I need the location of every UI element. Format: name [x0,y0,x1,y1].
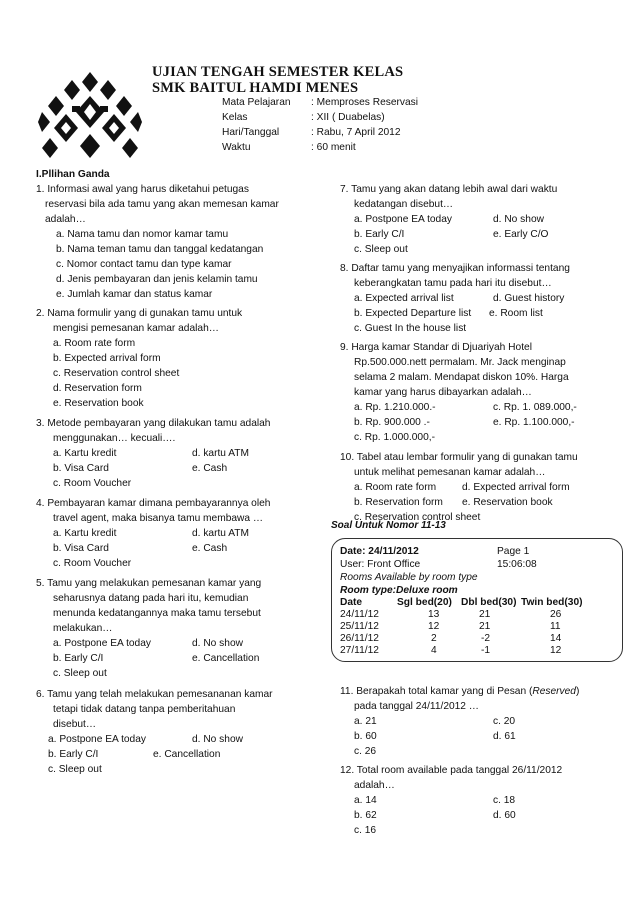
option-b: b. Visa Card [53,463,109,474]
question-text: keberangkatan tamu pada hari itu disebut… [354,278,552,289]
option-b: b. Rp. 900.000 .- [354,417,430,428]
question-text: travel agent, maka bisanya tamu membawa … [53,513,264,524]
option-a: a. Rp. 1.210.000.- [354,402,436,413]
question-text: mengisi pemesanan kamar adalah… [53,323,219,334]
option-a: a. 21 [354,716,377,727]
option-b: b. Early C/I [48,749,99,760]
option-b: b. Early C/I [53,653,104,664]
cell-date: 24/11/12 [340,609,379,620]
question-text: tetapi tidak datang tanpa pemberitahuan [53,704,236,715]
option-a: a. Postpone EA today [53,638,151,649]
option-e: e. Cash [192,543,228,554]
meta-value: : Rabu, 7 April 2012 [311,127,401,138]
option-b: b. Expected arrival form [53,353,161,364]
report-room-type: Room type:Deluxe room [340,585,458,596]
meta-value: : XII ( Duabelas) [311,112,385,123]
meta-label: Kelas [222,112,248,123]
question-text-part: ) [575,686,580,697]
question-text: 4. Pembayaran kamar dimana pembayarannya oleh [36,498,271,509]
option-e: e. Reservation book [53,398,144,409]
option-d: d. 60 [493,810,516,821]
cell-sgl: 13 [428,609,440,620]
report-user: User: Front Office [340,559,421,570]
option-c: c. Rp. 1. 089.000,- [493,402,577,413]
option-d: d. No show [192,734,243,745]
question-text [340,685,579,700]
option-c: c. Room Voucher [53,478,132,489]
question-text: 8. Daftar tamu yang menyajikan informassi tentang [340,263,570,274]
option-d: d. kartu ATM [192,448,249,459]
option-d: d. kartu ATM [192,528,249,539]
question-text: adalah… [45,214,86,225]
question-text: menunda kedatangannya maka tamu tersebut [53,608,261,619]
option-c: c. Sleep out [53,668,107,679]
meta-value: : 60 menit [311,142,356,153]
option-a: a. 14 [354,795,377,806]
option-a: a. Kartu kredit [53,448,117,459]
question-text: 7. Tamu yang akan datang lebih awal dari waktu [340,184,558,195]
option-c: c. 18 [493,795,516,806]
section-title: I.Pllihan Ganda [36,169,110,180]
soal-label: Soal Untuk Nomor 11-13 [331,520,446,531]
cell-dbl: -2 [481,633,491,644]
cell-dbl: 21 [479,609,491,620]
option-e: e. Cancellation [192,653,260,664]
option-c2: c. 16 [354,825,377,836]
option-b: b. Nama teman tamu dan tanggal kedatangan [56,244,264,255]
option-b: b. Reservation form [354,497,443,508]
option-a: a. Expected arrival list [354,293,454,304]
cell-sgl: 2 [431,633,437,644]
question-text: 2. Nama formulir yang di gunakan tamu untuk [36,308,243,319]
option-b: b. Visa Card [53,543,109,554]
option-a: a. Postpone EA today [354,214,452,225]
cell-dbl: 21 [479,621,491,632]
report-page: Page 1 [497,546,530,557]
table-header-dbl: Dbl bed(30) [461,597,517,608]
question-text: 3. Metode pembayaran yang dilakukan tamu adalah [36,418,271,429]
option-d: d. No show [493,214,544,225]
question-text: 5. Tamu yang melakukan pemesanan kamar yang [36,578,262,589]
question-text-italic: Reserved [532,686,576,697]
question-text: pada tanggal 24/11/2012 … [354,701,479,712]
question-text: kedatangan disebut… [354,199,454,210]
question-text: untuk melihat pemesanan kamar adalah… [354,467,546,478]
school-name: SMK BAITUL HAMDI MENES [152,80,359,96]
option-d: d. No show [192,638,243,649]
meta-label: Hari/Tanggal [222,127,280,138]
option-d: d. Expected arrival form [462,482,570,493]
question-text: 9. Harga kamar Standar di Djuariyah Hotel [340,342,532,353]
report-date: Date: 24/11/2012 [340,546,419,557]
option-e: e. Cash [192,463,228,474]
option-b: b. 62 [354,810,377,821]
meta-label: Mata Pelajaran [222,97,291,108]
option-b: b. Early C/I [354,229,405,240]
option-c: c. Reservation control sheet [354,512,481,523]
cell-date: 27/11/12 [340,645,379,656]
option-e: e. Reservation book [462,497,553,508]
report-time: 15:06:08 [497,559,537,570]
option-e: e. Rp. 1.100.000,- [493,417,575,428]
question-text-part: 11. Berapakah total kamar yang di Pesan ( [340,686,533,697]
option-e: e. Cancellation [153,749,221,760]
question-text: disebut… [53,719,97,730]
option-d: d. 61 [493,731,516,742]
table-header-twin: Twin bed(30) [521,597,583,608]
question-text: adalah… [354,780,395,791]
option-b: b. Expected Departure list [354,308,472,319]
option-c: c. Guest In the house list [354,323,467,334]
question-text: menggunakan… kecuali…. [53,433,176,444]
option-c: c. 20 [493,716,516,727]
cell-dbl: -1 [481,645,491,656]
option-c: c. Room Voucher [53,558,132,569]
question-text: seharusnya datang pada hari itu, kemudian [53,593,249,604]
option-c: c. Sleep out [48,764,102,775]
cell-twin: 12 [550,645,562,656]
question-text: 6. Tamu yang telah melakukan pemesananan kamar [36,689,273,700]
option-a: a. Room rate form [53,338,136,349]
option-c2: c. Rp. 1.000.000,- [354,432,435,443]
question-text: selama 2 malam. Mendapat diskon 10%. Harga [354,372,569,383]
cell-sgl: 12 [428,621,440,632]
cell-twin: 14 [550,633,562,644]
question-text: Rp.500.000.nett permalam. Mr. Jack menginap [354,357,566,368]
cell-twin: 26 [550,609,562,620]
cell-date: 25/11/12 [340,621,379,632]
cell-sgl: 4 [431,645,437,656]
cell-twin: 11 [550,621,561,632]
report-subtitle: Rooms Available by room type [340,572,478,583]
option-a: a. Postpone EA today [48,734,146,745]
option-c: c. Sleep out [354,244,408,255]
table-header-date: Date [340,597,363,608]
question-text: melakukan… [53,623,113,634]
question-text: 1. Informasi awal yang harus diketahui petugas [36,184,249,195]
option-e: e. Early C/O [493,229,549,240]
option-d: d. Guest history [493,293,565,304]
option-c: c. Reservation control sheet [53,368,180,379]
option-c: c. Nomor contact tamu dan type kamar [56,259,232,270]
option-d: d. Reservation form [53,383,142,394]
option-e: e. Room list [489,308,543,319]
option-a: a. Kartu kredit [53,528,117,539]
option-c2: c. 26 [354,746,377,757]
question-text: 12. Total room available pada tanggal 26/11/2012 [340,765,563,776]
table-header-sgl: Sgl bed(20) [397,597,452,608]
meta-label: Waktu [222,142,251,153]
exam-title: UJIAN TENGAH SEMESTER KELAS [152,64,404,80]
option-a: a. Nama tamu dan nomor kamar tamu [56,229,229,240]
question-text: 10. Tabel atau lembar formulir yang di gunakan tamu [340,452,578,463]
option-b: b. 60 [354,731,377,742]
question-text: kamar yang harus dibayarkan adalah… [354,387,532,398]
cell-date: 26/11/12 [340,633,379,644]
option-a: a. Room rate form [354,482,437,493]
meta-value: : Memproses Reservasi [311,97,418,108]
option-e: e. Jumlah kamar dan status kamar [56,289,213,300]
school-logo [38,70,142,160]
question-text: reservasi bila ada tamu yang akan memesan kamar [45,199,279,210]
option-d: d. Jenis pembayaran dan jenis kelamin tamu [56,274,258,285]
